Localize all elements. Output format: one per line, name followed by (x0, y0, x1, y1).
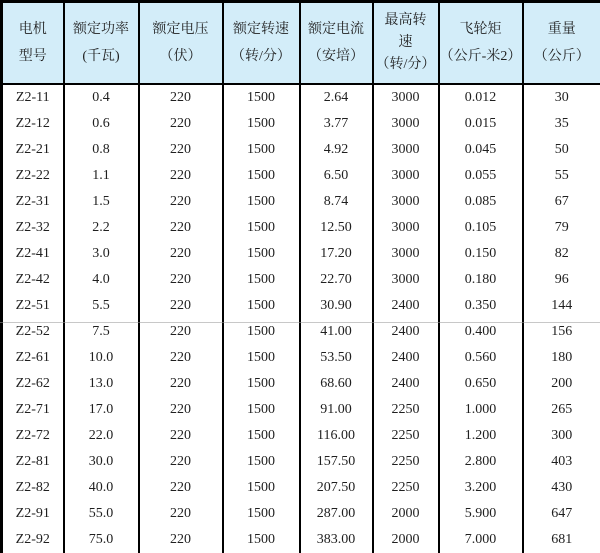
model-cell: Z2-62 (2, 371, 64, 397)
rated-power-cell: 0.4 (64, 84, 139, 111)
header-line: 额定电流 (308, 22, 364, 37)
rated-voltage-cell: 220 (139, 293, 223, 319)
flywheel-moment-cell: 0.560 (439, 345, 523, 371)
max-speed-cell: 3000 (373, 241, 439, 267)
table-row (2, 137, 600, 163)
weight-cell: 156 (523, 319, 600, 345)
model-cell: Z2-71 (2, 397, 64, 423)
weight-cell: 180 (523, 345, 600, 371)
rated-speed-cell: 1500 (223, 527, 300, 553)
weight-cell: 50 (523, 137, 600, 163)
rated-voltage-cell: 220 (139, 345, 223, 371)
rated-speed-cell: 1500 (223, 111, 300, 137)
rated-power-cell: 22.0 (64, 423, 139, 449)
rated-current-cell: 30.90 (300, 293, 373, 319)
rated-speed-cell: 1500 (223, 84, 300, 111)
column-header-max-speed (373, 2, 439, 85)
rated-power-cell: 30.0 (64, 449, 139, 475)
rated-current-cell: 17.20 (300, 241, 373, 267)
model-cell: Z2-42 (2, 267, 64, 293)
weight-cell: 30 (523, 84, 600, 111)
flywheel-moment-cell: 0.045 (439, 137, 523, 163)
table-row (2, 215, 600, 241)
model-cell: Z2-52 (2, 319, 64, 345)
model-cell: Z2-32 (2, 215, 64, 241)
rated-current-cell: 2.64 (300, 84, 373, 111)
flywheel-moment-cell: 0.055 (439, 163, 523, 189)
max-speed-cell: 2400 (373, 293, 439, 319)
weight-cell: 67 (523, 189, 600, 215)
rated-power-cell: 13.0 (64, 371, 139, 397)
flywheel-moment-cell: 0.150 (439, 241, 523, 267)
table-row (2, 527, 600, 553)
header-line: （安培） (308, 49, 364, 64)
header-line: 速 (398, 35, 413, 50)
column-header-model (2, 2, 64, 85)
model-cell: Z2-22 (2, 163, 64, 189)
rated-current-cell: 116.00 (300, 423, 373, 449)
max-speed-cell: 3000 (373, 163, 439, 189)
max-speed-cell: 2000 (373, 501, 439, 527)
rated-voltage-cell: 220 (139, 111, 223, 137)
weight-cell: 35 (523, 111, 600, 137)
header-line: 最高转 (384, 13, 427, 28)
model-cell: Z2-72 (2, 423, 64, 449)
max-speed-cell: 3000 (373, 267, 439, 293)
max-speed-cell: 2400 (373, 319, 439, 345)
rated-speed-cell: 1500 (223, 215, 300, 241)
rated-voltage-cell: 220 (139, 319, 223, 345)
flywheel-moment-cell: 0.180 (439, 267, 523, 293)
rated-current-cell: 4.92 (300, 137, 373, 163)
rated-power-cell: 40.0 (64, 475, 139, 501)
rated-current-cell: 157.50 (300, 449, 373, 475)
rated-power-cell: 4.0 (64, 267, 139, 293)
weight-cell: 200 (523, 371, 600, 397)
model-cell: Z2-61 (2, 345, 64, 371)
rated-speed-cell: 1500 (223, 163, 300, 189)
header-line: （转/分） (375, 57, 436, 72)
weight-cell: 647 (523, 501, 600, 527)
max-speed-cell: 2250 (373, 475, 439, 501)
weight-cell: 430 (523, 475, 600, 501)
rated-speed-cell: 1500 (223, 319, 300, 345)
rated-speed-cell: 1500 (223, 397, 300, 423)
column-header-rated-current (300, 2, 373, 85)
model-cell: Z2-82 (2, 475, 64, 501)
max-speed-cell: 2000 (373, 527, 439, 553)
header-line: (千瓦) (82, 49, 120, 64)
header-line: 额定电压 (152, 22, 209, 37)
rated-speed-cell: 1500 (223, 475, 300, 501)
rated-speed-cell: 1500 (223, 241, 300, 267)
table-row (2, 319, 600, 345)
table-row (2, 293, 600, 319)
rated-power-cell: 0.6 (64, 111, 139, 137)
flywheel-moment-cell: 7.000 (439, 527, 523, 553)
rated-current-cell: 207.50 (300, 475, 373, 501)
table-row (2, 111, 600, 137)
header-line: 额定转速 (233, 22, 289, 37)
rated-speed-cell: 1500 (223, 267, 300, 293)
max-speed-cell: 3000 (373, 215, 439, 241)
model-cell: Z2-41 (2, 241, 64, 267)
rated-speed-cell: 1500 (223, 293, 300, 319)
max-speed-cell: 2250 (373, 449, 439, 475)
rated-voltage-cell: 220 (139, 501, 223, 527)
table-row (2, 163, 600, 189)
rated-power-cell: 55.0 (64, 501, 139, 527)
weight-cell: 144 (523, 293, 600, 319)
rated-power-cell: 1.1 (64, 163, 139, 189)
column-header-flywheel-moment (439, 2, 523, 85)
rated-power-cell: 0.8 (64, 137, 139, 163)
header-line: 飞轮矩 (459, 22, 502, 37)
max-speed-cell: 3000 (373, 84, 439, 111)
model-cell: Z2-31 (2, 189, 64, 215)
rated-current-cell: 8.74 (300, 189, 373, 215)
rated-power-cell: 17.0 (64, 397, 139, 423)
flywheel-moment-cell: 0.650 (439, 371, 523, 397)
model-cell: Z2-12 (2, 111, 64, 137)
rated-power-cell: 2.2 (64, 215, 139, 241)
rated-voltage-cell: 220 (139, 475, 223, 501)
rated-speed-cell: 1500 (223, 423, 300, 449)
header-line: 电机 (18, 22, 47, 37)
rated-voltage-cell: 220 (139, 371, 223, 397)
rated-speed-cell: 1500 (223, 371, 300, 397)
rated-power-cell: 1.5 (64, 189, 139, 215)
rated-power-cell: 7.5 (64, 319, 139, 345)
weight-cell: 681 (523, 527, 600, 553)
rated-speed-cell: 1500 (223, 345, 300, 371)
table-row (2, 423, 600, 449)
header-line: （伏） (159, 49, 202, 64)
column-header-rated-speed (223, 2, 300, 85)
rated-speed-cell: 1500 (223, 449, 300, 475)
flywheel-moment-cell: 0.012 (439, 84, 523, 111)
header-line: （公斤-米2） (439, 49, 522, 64)
rated-voltage-cell: 220 (139, 84, 223, 111)
rated-voltage-cell: 220 (139, 397, 223, 423)
flywheel-moment-cell: 0.400 (439, 319, 523, 345)
rated-current-cell: 41.00 (300, 319, 373, 345)
rated-power-cell: 5.5 (64, 293, 139, 319)
max-speed-cell: 2250 (373, 397, 439, 423)
model-cell: Z2-21 (2, 137, 64, 163)
max-speed-cell: 3000 (373, 189, 439, 215)
table-row (2, 267, 600, 293)
rated-voltage-cell: 220 (139, 423, 223, 449)
weight-cell: 403 (523, 449, 600, 475)
flywheel-moment-cell: 5.900 (439, 501, 523, 527)
max-speed-cell: 2400 (373, 371, 439, 397)
weight-cell: 55 (523, 163, 600, 189)
model-cell: Z2-11 (2, 84, 64, 111)
rated-speed-cell: 1500 (223, 501, 300, 527)
table-row (2, 241, 600, 267)
max-speed-cell: 3000 (373, 111, 439, 137)
table-row (2, 449, 600, 475)
model-cell: Z2-91 (2, 501, 64, 527)
rated-voltage-cell: 220 (139, 215, 223, 241)
rated-current-cell: 91.00 (300, 397, 373, 423)
flywheel-moment-cell: 0.085 (439, 189, 523, 215)
rated-speed-cell: 1500 (223, 137, 300, 163)
flywheel-moment-cell: 0.105 (439, 215, 523, 241)
header-row (2, 2, 600, 85)
flywheel-moment-cell: 0.015 (439, 111, 523, 137)
flywheel-moment-cell: 2.800 (439, 449, 523, 475)
flywheel-moment-cell: 3.200 (439, 475, 523, 501)
flywheel-moment-cell: 0.350 (439, 293, 523, 319)
rated-current-cell: 3.77 (300, 111, 373, 137)
rated-voltage-cell: 220 (139, 189, 223, 215)
weight-cell: 82 (523, 241, 600, 267)
rated-speed-cell: 1500 (223, 189, 300, 215)
table-row (2, 475, 600, 501)
weight-cell: 79 (523, 215, 600, 241)
header-line: （转/分） (231, 49, 291, 64)
rated-voltage-cell: 220 (139, 267, 223, 293)
max-speed-cell: 2400 (373, 345, 439, 371)
rated-voltage-cell: 220 (139, 137, 223, 163)
table-row (2, 84, 600, 111)
weight-cell: 265 (523, 397, 600, 423)
max-speed-cell: 3000 (373, 137, 439, 163)
rated-voltage-cell: 220 (139, 241, 223, 267)
rated-voltage-cell: 220 (139, 449, 223, 475)
flywheel-moment-cell: 1.000 (439, 397, 523, 423)
column-header-rated-power (64, 2, 139, 85)
flywheel-moment-cell: 1.200 (439, 423, 523, 449)
header-line: 型号 (18, 49, 47, 64)
model-cell: Z2-81 (2, 449, 64, 475)
column-header-weight (523, 2, 600, 85)
rated-current-cell: 22.70 (300, 267, 373, 293)
table-row (2, 345, 600, 371)
rated-power-cell: 3.0 (64, 241, 139, 267)
rated-power-cell: 10.0 (64, 345, 139, 371)
max-speed-cell: 2250 (373, 423, 439, 449)
weight-cell: 96 (523, 267, 600, 293)
rated-current-cell: 53.50 (300, 345, 373, 371)
table-row (2, 371, 600, 397)
table-row (2, 501, 600, 527)
table-row (2, 397, 600, 423)
model-cell: Z2-92 (2, 527, 64, 553)
weight-cell: 300 (523, 423, 600, 449)
model-cell: Z2-51 (2, 293, 64, 319)
rated-current-cell: 383.00 (300, 527, 373, 553)
header-line: 额定功率 (73, 22, 129, 37)
table-row (2, 189, 600, 215)
column-header-rated-voltage (139, 2, 223, 85)
header-line: 重量 (547, 22, 576, 37)
rated-current-cell: 12.50 (300, 215, 373, 241)
rated-current-cell: 68.60 (300, 371, 373, 397)
header-line: （公斤） (533, 49, 590, 64)
rated-power-cell: 75.0 (64, 527, 139, 553)
rated-voltage-cell: 220 (139, 163, 223, 189)
rated-current-cell: 287.00 (300, 501, 373, 527)
rated-current-cell: 6.50 (300, 163, 373, 189)
rated-voltage-cell: 220 (139, 527, 223, 553)
